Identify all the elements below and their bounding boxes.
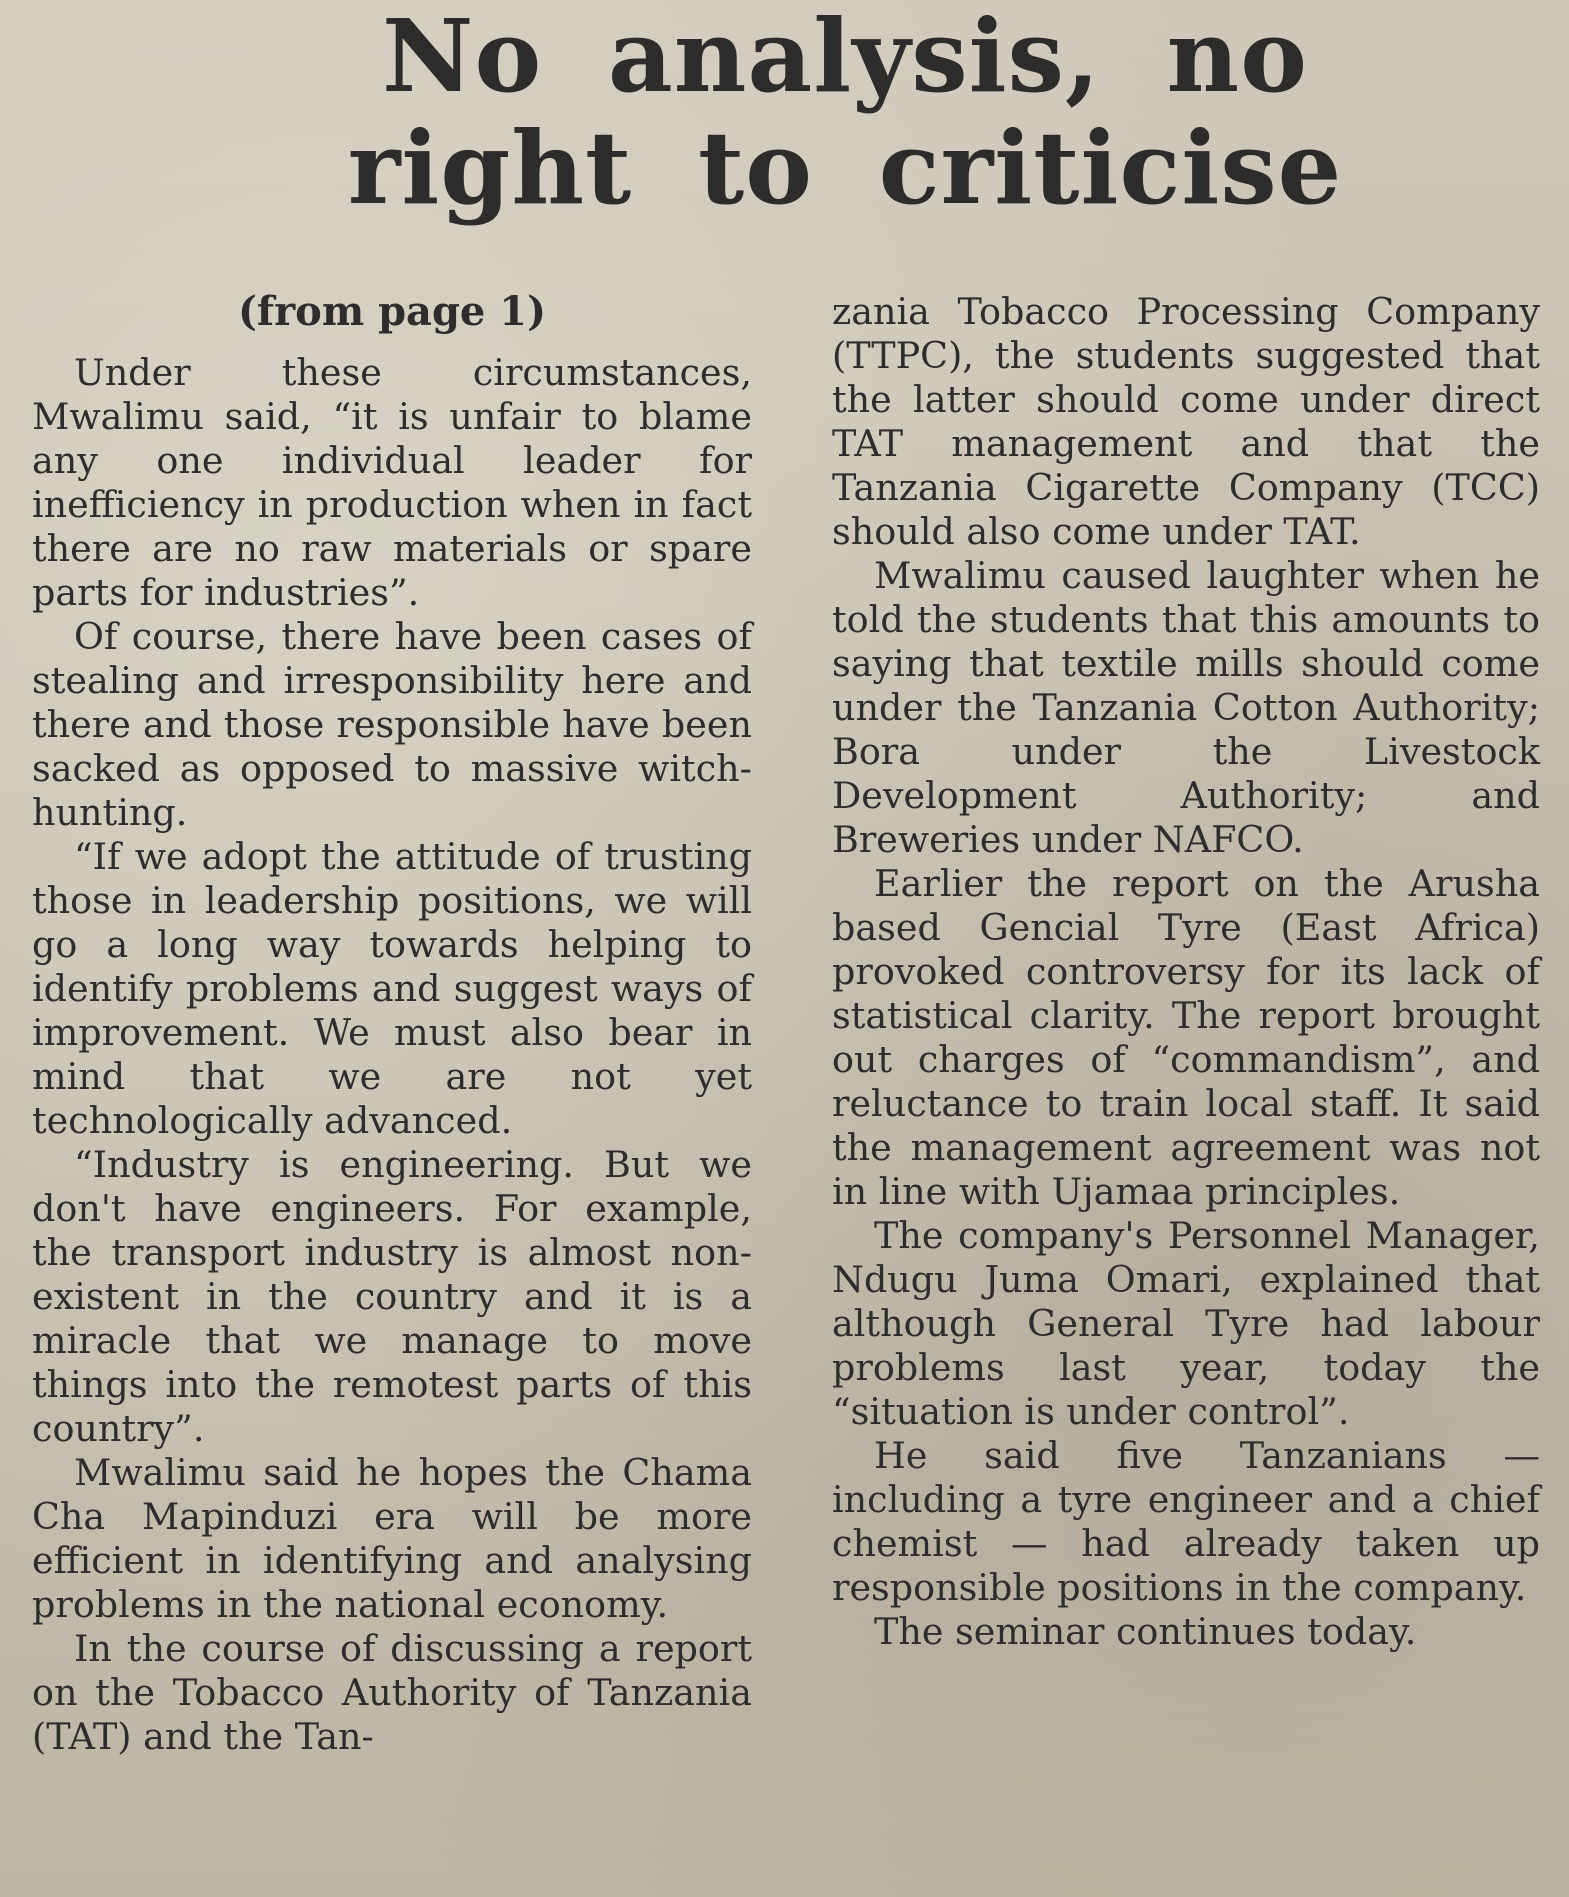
headline-line-2: right to criticise (347, 109, 1343, 227)
headline-line-1: No analysis, no (382, 0, 1308, 115)
paragraph-continued: zania Tobacco Processing Company (TTPC), the students suggested that the latter should come under direct TAT management and that the Tanzania Cigarette Company (TCC) should also come under TAT. (832, 290, 1540, 553)
paragraph: Mwalimu caused laughter when he told the students that this amounts to saying that textile mills should come under the Tanzania Cotton Authority; Bora under the Livestock Development Authority; and Breweries under NAFCO. (832, 554, 1540, 861)
paragraph: Of course, there have been cases of stealing and irresponsibility here and there and those responsible have been sacked as opposed to massive witch-hunting. (32, 615, 752, 834)
paragraph: Under these circumstances, Mwalimu said, “it is unfair to blame any one individual leader for inefficiency in production when in fact there are no raw materials or spare parts for industries”. (32, 351, 752, 614)
paragraph: Mwalimu said he hopes the Chama Cha Mapinduzi era will be more efficient in identifying and analysing problems in the national economy. (32, 1451, 752, 1626)
paragraph: “Industry is engineering. But we don't have engineers. For example, the transport industry is almost non-existent in the country and it is a miracle that we manage to move things into the remotest parts of this country”. (32, 1143, 752, 1450)
paragraph: He said five Tanzanians — including a tyre engineer and a chief chemist — had already taken up responsible positions in the company. (832, 1434, 1540, 1609)
column-right (832, 290, 1540, 1654)
subheading: (from page 1) (237, 288, 547, 335)
paragraph: The company's Personnel Manager, Ndugu Juma Omari, explained that although General Tyre had labour problems last year, today the “situation is under control”. (832, 1214, 1540, 1433)
paragraph: Earlier the report on the Arusha based Gencial Tyre (East Africa) provoked controversy for its lack of statistical clarity. The report brought out charges of “commandism”, and reluctance to train local staff. It said the management agreement was not in line with Ujamaa principles. (832, 862, 1540, 1213)
paragraph-final: The seminar continues today. (874, 1610, 1417, 1653)
paragraph: In the course of discussing a report on the Tobacco Authority of Tanzania (TAT) and the Tan- (32, 1627, 752, 1758)
headline (300, 0, 1390, 227)
column-left (32, 285, 752, 1759)
paragraph: “If we adopt the attitude of trusting those in leadership positions, we will go a long way towards helping to identify problems and suggest ways of improvement. We must also bear in mind that we are not yet technologically advanced. (32, 835, 752, 1142)
